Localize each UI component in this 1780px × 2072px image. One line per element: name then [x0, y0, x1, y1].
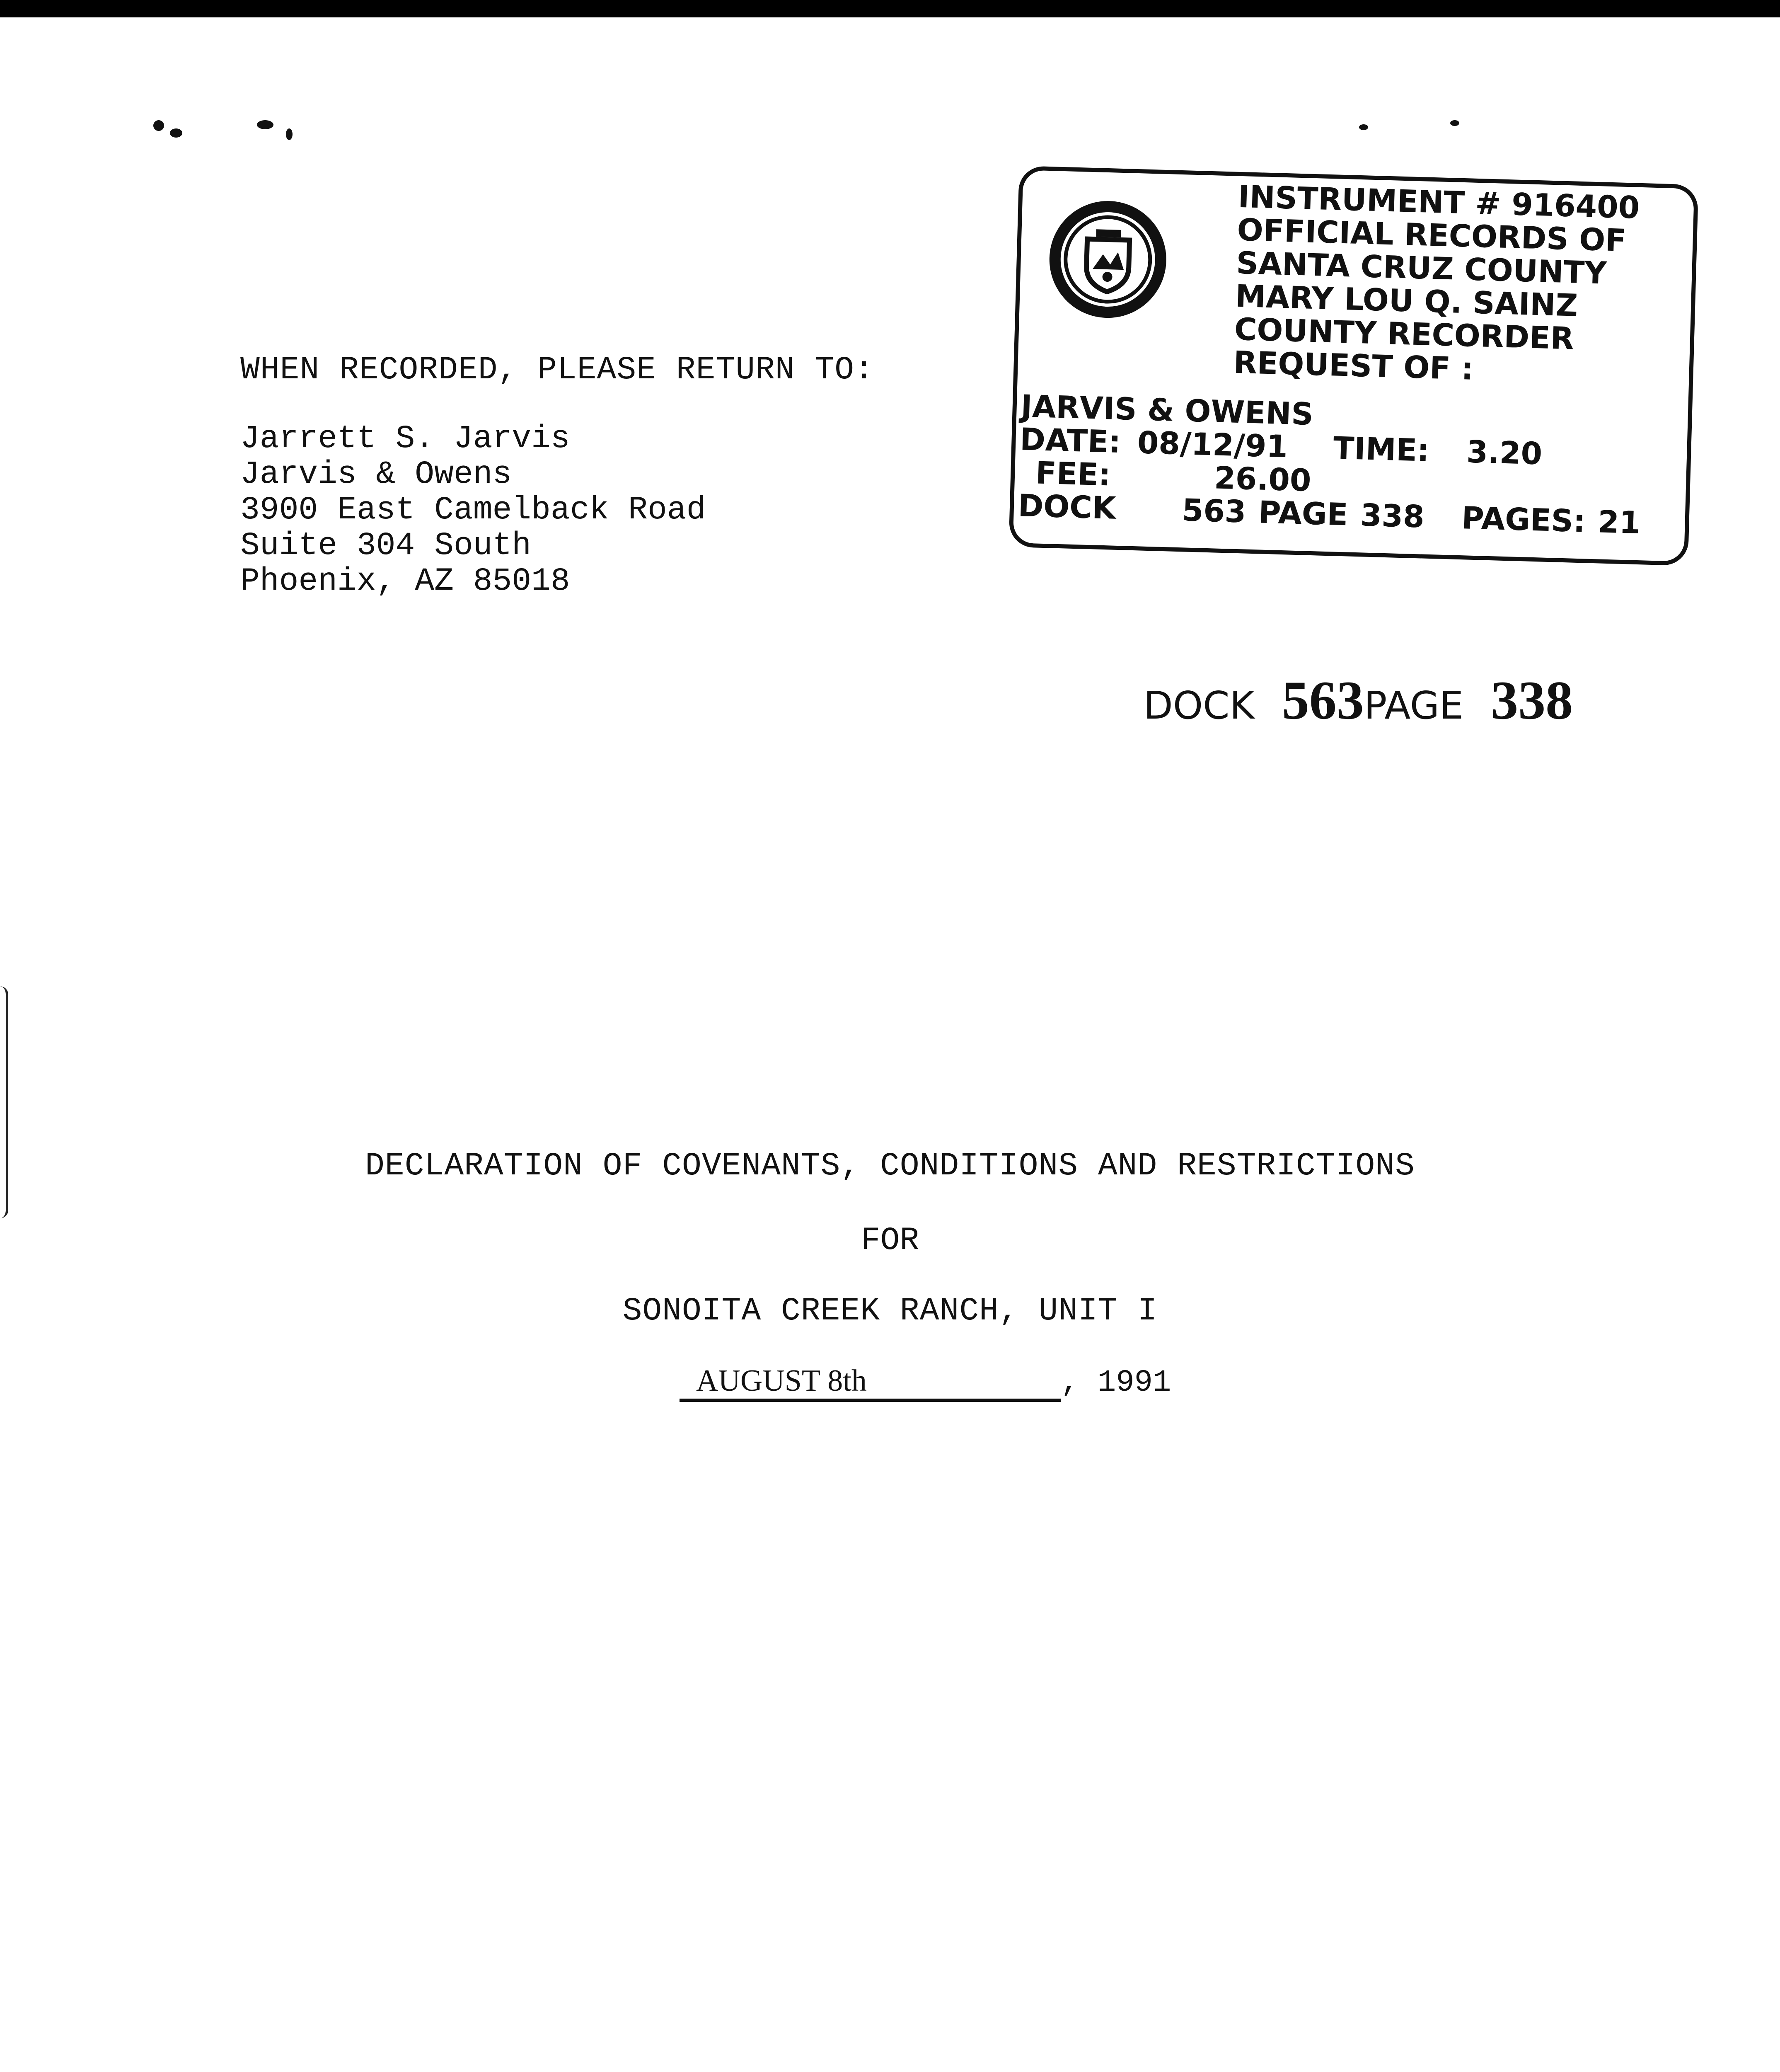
county-seal-icon — [1044, 196, 1172, 323]
stamp-fee-label: FEE: — [1035, 455, 1111, 493]
stamp-date-value: 08/12/91 — [1137, 425, 1289, 465]
stamp-fee-value: 26.00 — [1214, 460, 1312, 499]
stamp-date-label: DATE: — [1019, 421, 1122, 460]
stamp-pages-label: PAGES: — [1461, 500, 1586, 540]
title-for: FOR — [861, 1222, 919, 1259]
declaration-date-filled: AUGUST 8th — [680, 1363, 1061, 1402]
return-line-name: Jarrett S. Jarvis — [240, 421, 570, 457]
return-line-suite: Suite 304 South — [240, 528, 532, 564]
return-line-city: Phoenix, AZ 85018 — [240, 563, 570, 600]
stamp-details — [1018, 390, 1676, 540]
scan-speck — [153, 120, 164, 131]
scan-speck — [170, 128, 182, 138]
scan-speck — [257, 120, 273, 129]
stamp-dock-label: DOCK — [1017, 488, 1117, 526]
stamp-time-label: TIME: — [1333, 430, 1430, 469]
stamp-official-records: OFFICIAL RECORDS OF — [1236, 212, 1627, 259]
return-address-lines — [240, 421, 874, 599]
stamp-time-value: 3.20 — [1466, 434, 1543, 472]
scan-speck — [1359, 124, 1368, 130]
stamp-instrument: INSTRUMENT # 916400 — [1237, 179, 1640, 226]
stamp-header — [1233, 180, 1640, 390]
book-dock-value: 563 — [1282, 670, 1364, 731]
scan-speck — [286, 128, 293, 140]
book-page-reference — [1144, 671, 1573, 735]
book-page-label: PAGE — [1364, 683, 1464, 728]
stamp-dock-value: 563 — [1181, 492, 1247, 530]
return-address-block — [240, 352, 874, 599]
stamp-request-of: REQUEST OF : — [1233, 344, 1474, 387]
declaration-date — [680, 1363, 1171, 1402]
stamp-recorder-name: MARY LOU Q. SAINZ — [1235, 278, 1579, 324]
stamp-county: SANTA CRUZ COUNTY — [1236, 245, 1607, 291]
stamp-page-label: PAGE — [1258, 494, 1349, 533]
document-title: DECLARATION OF COVENANTS, CONDITIONS AND RESTRICTIONS — [365, 1148, 1415, 1184]
book-page-value: 338 — [1491, 670, 1573, 731]
stamp-requester: JARVIS & OWENS — [1020, 388, 1314, 433]
stamp-recorder-title: COUNTY RECORDER — [1233, 311, 1574, 357]
scan-border-top — [0, 0, 1780, 17]
return-line-firm: Jarvis & Owens — [240, 456, 512, 493]
declaration-date-year: , 1991 — [1061, 1365, 1171, 1400]
return-line-street: 3900 East Camelback Road — [240, 492, 706, 528]
book-dock-label: DOCK — [1144, 683, 1255, 728]
recorder-stamp — [1009, 166, 1698, 566]
scan-speck — [1450, 120, 1459, 126]
stamp-pages-value: 21 — [1597, 504, 1641, 541]
subdivision-name: SONOITA CREEK RANCH, UNIT I — [622, 1293, 1158, 1329]
return-heading: WHEN RECORDED, PLEASE RETURN TO: — [240, 352, 874, 388]
stamp-page-value: 338 — [1360, 497, 1425, 535]
